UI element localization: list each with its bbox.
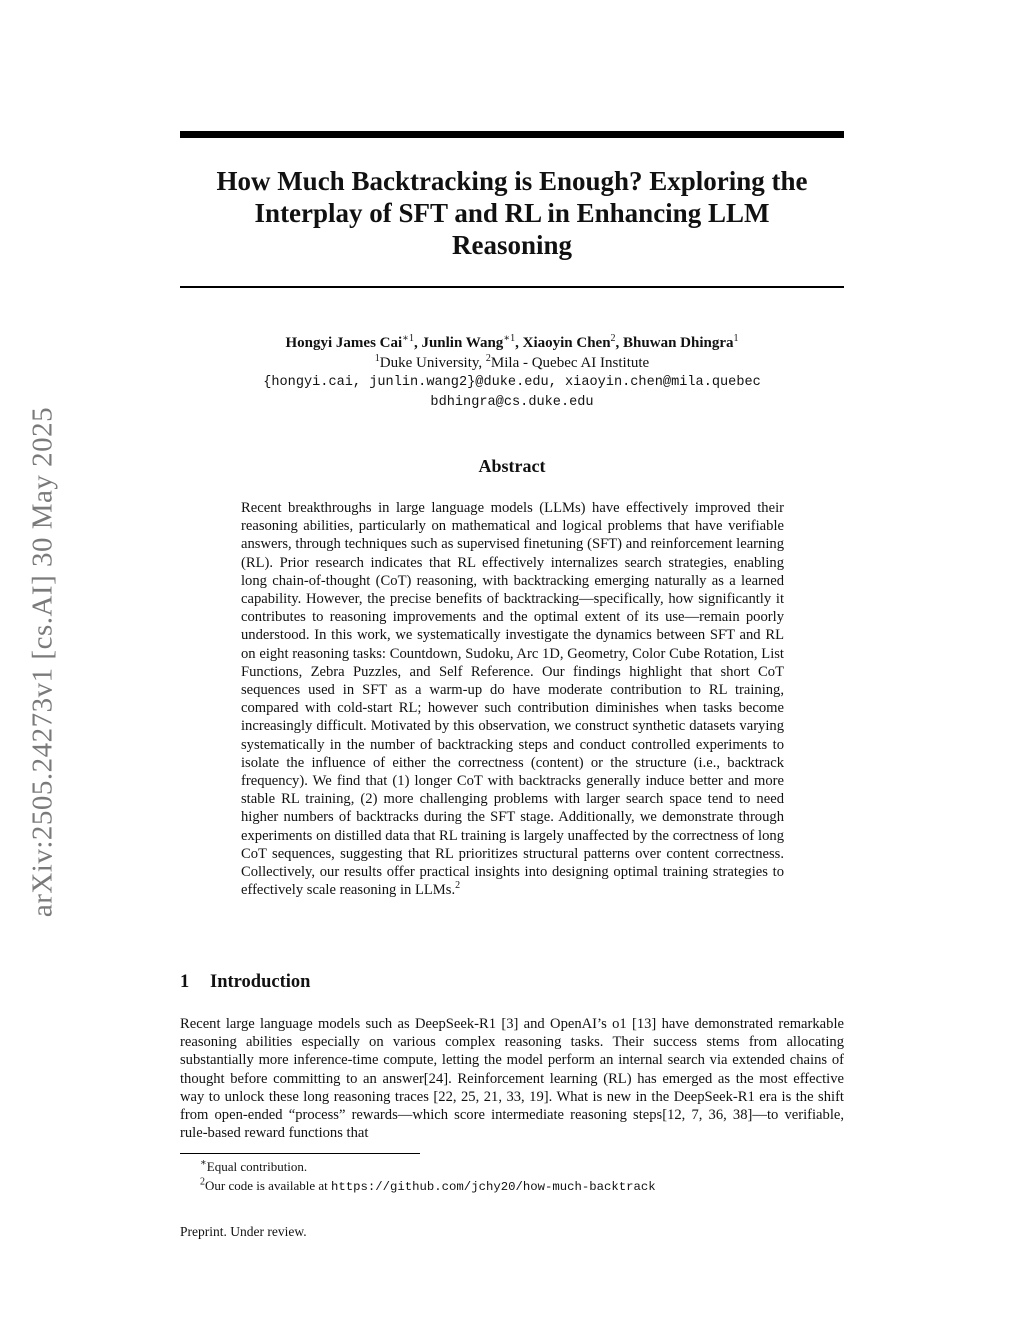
arxiv-stamp: arXiv:2505.24273v1 [cs.AI] 30 May 2025: [26, 406, 59, 918]
section-number: 1: [180, 972, 190, 992]
author-mark: 1: [733, 333, 739, 344]
author-mark: ∗1: [402, 333, 414, 344]
affiliation-text: Mila - Quebec AI Institute: [490, 355, 650, 371]
title-top-rule: [180, 131, 844, 138]
author-emails: bdhingra@cs.duke.edu: [430, 395, 594, 410]
affiliation-text: Duke University,: [379, 355, 486, 371]
author-mark: ∗1: [503, 333, 516, 344]
author-block: [180, 333, 844, 413]
footnote-text: Equal contribution.: [206, 1159, 308, 1174]
abstract-heading: Abstract: [478, 456, 546, 476]
affiliation-mark: 1: [374, 353, 380, 364]
author-emails: {hongyi.cai, junlin.wang2}@duke.edu, xiaoyin.chen@mila.quebec: [263, 375, 761, 390]
paper-title: [180, 165, 844, 261]
title-line: Interplay of SFT and RL in Enhancing LLM: [254, 198, 770, 228]
author-name: Junlin Wang: [421, 335, 504, 351]
footnotes: [180, 1157, 844, 1197]
footnote-mark: 2: [200, 1176, 205, 1188]
footnote-text: Our code is available at: [205, 1178, 331, 1193]
author-separator: ,: [515, 335, 523, 351]
title-line: How Much Backtracking is Enough? Exploring the: [216, 166, 808, 196]
footnote-mark: ∗: [200, 1157, 207, 1169]
affiliation-mark: 2: [485, 353, 491, 364]
footnote: [180, 1157, 844, 1176]
author-name: Hongyi James Cai: [285, 335, 403, 351]
author-name: Bhuwan Dhingra: [623, 335, 734, 351]
author-separator: ,: [615, 335, 624, 351]
footnote: [180, 1176, 844, 1197]
intro-paragraph: Recent large language models such as DeepSeek-R1 [3] and OpenAI’s o1 [13] have demonstrated remarkable reasoning abilities especially on various complex reasoning tasks. Their success stems from allocating substantially more inference-time compute, letting the model perform an internal search via extended chains of thought before committing to an answer[24]. Reinforcement learning (RL) has emerged as the most effective way to unlock these long reasoning traces [22, 25, 21, 33, 19]. What is new in the DeepSeek-R1 era is the shift from open-ended “process” rewards—which score intermediate reasoning steps[12, 7, 36, 38]—to verifiable, rule-based reward functions that: [180, 1016, 844, 1142]
author-name: Xiaoyin Chen: [522, 335, 611, 351]
title-bottom-rule: [180, 286, 844, 288]
title-line: Reasoning: [451, 230, 573, 260]
author-mark: 2: [610, 333, 616, 344]
abstract-body: [241, 499, 784, 899]
abstract-text: Recent breakthroughs in large language models (LLMs) have effectively improved their reasoning abilities, particularly on mathematical and logical problems that have verifiable answers, through techniques such as supervised finetuning (SFT) and reinforcement learning (RL). Prior research indicates that RL effectively internalizes search strategies, enabling long chain-of-thought (CoT) reasoning, with backtracking emerging naturally as a learned capability. However, the precise benefits of backtracking—specifically, how significantly it contributes to reasoning improvements and the optimal extent of its use—remain poorly understood. In this work, we systematically investigate the dynamics between SFT and RL on eight reasoning tasks: Countdown, Sudoku, Arc 1D, Geometry, Color Cube Rotation, List Functions, Zebra Puzzles, and Self Reference. Our findings highlight that short CoT sequences used in SFT as a warm-up do have moderate contribution to RL training, compared with cold-start RL; however such contribution diminishes when tasks become increasingly difficult. Motivated by this observation, we construct synthetic datasets varying systematically in the number of backtracking steps and conduct controlled experiments to isolate the influence of either the correctness (content) or the structure (i.e., backtrack frequency). We find that (1) longer CoT with backtracks generally induce better and more stable RL training, (2) more challenging problems with larger search space tend to need higher numbers of backtracks during the SFT stage. Additionally, we demonstrate through experiments on distilled data that RL training is largely unaffected by the correctness of long CoT sequences, suggesting that RL prioritizes structural patterns over content correctness. Collectively, our results offer practical insights into designing optimal training strategies to effectively scale reasoning in LLMs.: [241, 500, 784, 899]
author-separator: ,: [413, 335, 422, 351]
footnote-mark: 2: [455, 880, 461, 892]
author-names: [180, 333, 844, 353]
preprint-footer: Preprint. Under review.: [180, 1224, 307, 1239]
affiliations: [180, 353, 844, 373]
code-link[interactable]: https://github.com/jchy20/how-much-backtrack: [330, 1180, 656, 1194]
section-heading: [180, 972, 310, 993]
section-title: Introduction: [210, 972, 311, 992]
footnote-rule: [180, 1153, 420, 1154]
